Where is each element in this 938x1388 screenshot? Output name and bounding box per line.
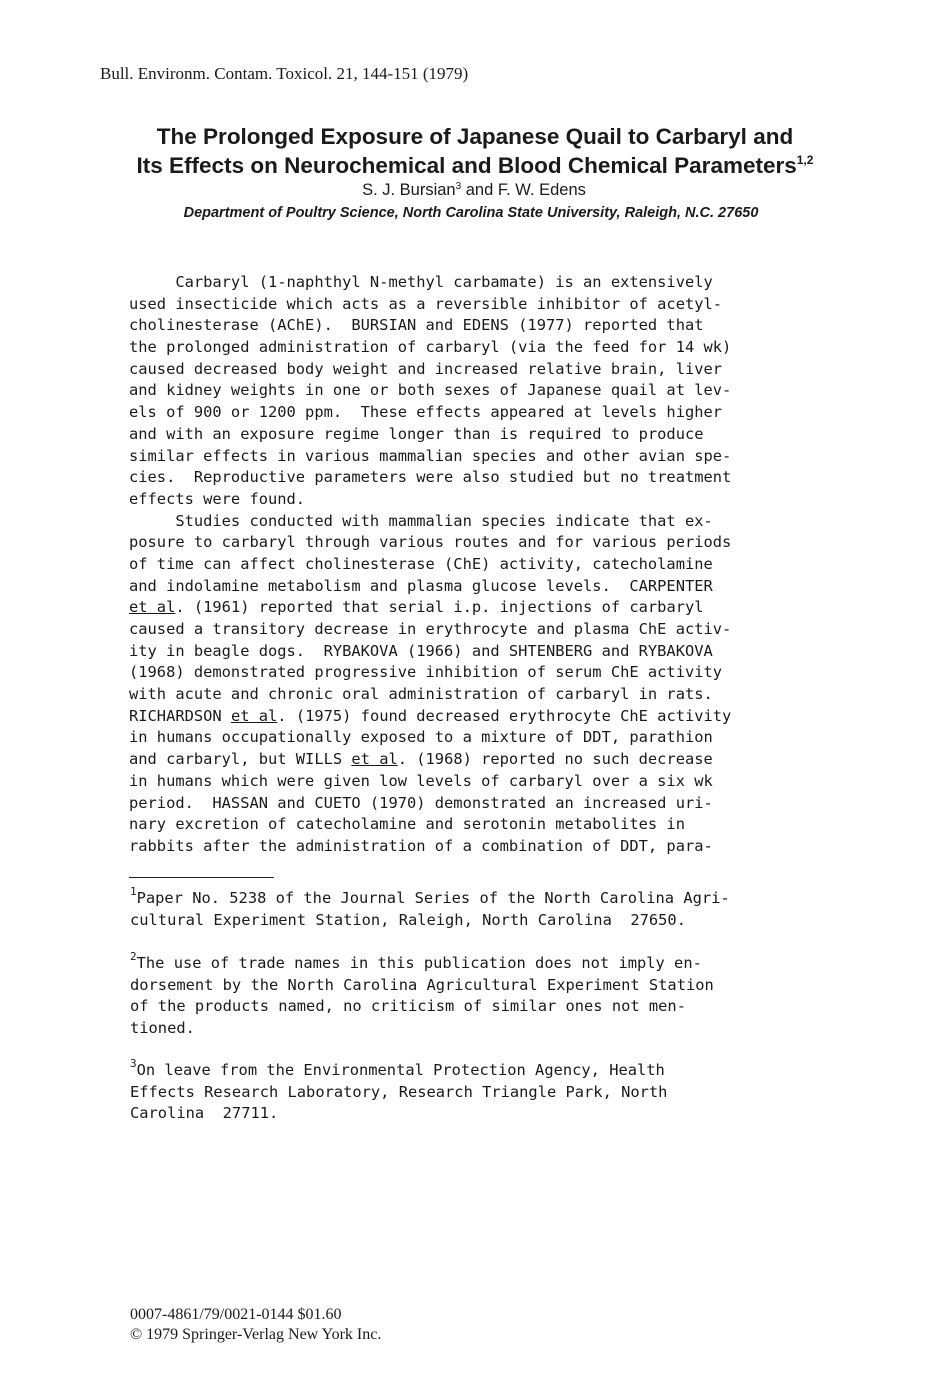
- footnote-text: Paper No. 5238 of the Journal Series of the North Carolina Agri-: [136, 889, 730, 907]
- footnote-text: On leave from the Environmental Protection Agency, Health: [136, 1061, 665, 1079]
- body-line: caused decreased body weight and increased relative brain, liver: [129, 359, 723, 378]
- body-line: Studies conducted with mammalian species indicate that ex-: [129, 511, 713, 530]
- publication-info: [130, 1305, 381, 1345]
- body-line: with acute and chronic oral administration of carbaryl in rats.: [129, 685, 713, 704]
- affiliation: Department of Poultry Science, North Carolina State University, Raleigh, N.C. 27650: [183, 205, 759, 221]
- author-bursian: S. J. Bursian: [362, 181, 456, 199]
- body-line: (1968) demonstrated progressive inhibition of serum ChE activity: [129, 663, 723, 682]
- author-conjunction: and: [461, 181, 498, 199]
- title-line-2: Its Effects on Neurochemical and Blood Chemical Parameters: [136, 153, 797, 178]
- footnote-text: Carolina 27711.: [130, 1104, 279, 1123]
- body-line: caused a transitory decrease in erythrocyte and plasma ChE activ-: [129, 620, 732, 638]
- et-al-underlined: et al: [351, 750, 398, 769]
- footnote-text: The use of trade names in this publication does not imply en-: [136, 954, 702, 972]
- footnote-line: [130, 1103, 830, 1125]
- author-edens: F. W. Edens: [497, 181, 586, 199]
- footnote-1: [130, 885, 830, 931]
- footnote-text: of the products named, no criticism of similar ones not men-: [130, 997, 686, 1016]
- body-line: of time can affect cholinesterase (ChE) activity, catecholamine: [129, 554, 713, 573]
- footnote-mark: 2: [130, 950, 137, 963]
- body-line-text: . (1961) reported that serial i.p. injections of carbaryl: [175, 598, 704, 617]
- article-title: [60, 122, 890, 180]
- body-line: [129, 597, 829, 619]
- title-line-1: The Prolonged Exposure of Japanese Quail to Carbaryl and: [156, 124, 794, 149]
- body-line-text: . (1968) reported no such decrease: [397, 750, 713, 769]
- title-footnote-marks: 1,2: [796, 153, 814, 167]
- copyright-notice: © 1979 Springer-Verlag New York Inc.: [130, 1326, 382, 1343]
- body-line: and with an exposure regime longer than is required to produce: [129, 424, 704, 443]
- body-line: in humans occupationally exposed to a mixture of DDT, parathion: [129, 728, 713, 747]
- body-line: nary excretion of catecholamine and serotonin metabolites in: [129, 815, 685, 834]
- body-text: [129, 272, 829, 858]
- footnote-line: [130, 910, 830, 932]
- body-line: [129, 706, 829, 728]
- et-al-underlined: et al: [230, 706, 278, 725]
- body-line: and kidney weights in one or both sexes of Japanese quail at lev-: [129, 381, 732, 400]
- body-line: the prolonged administration of carbaryl (via the feed for 14 wk): [129, 338, 732, 357]
- footnote-text: cultural Experiment Station, Raleigh, North Carolina 27650.: [130, 910, 686, 929]
- footnote-text: Effects Research Laboratory, Research Triangle Park, North: [130, 1082, 668, 1101]
- body-line: cholinesterase (AChE). BURSIAN and EDENS (1977) reported that: [129, 316, 704, 335]
- body-line: used insecticide which acts as a reversible inhibitor of acetyl-: [129, 294, 723, 313]
- footnote-text: dorsement by the North Carolina Agricultural Experiment Station: [130, 975, 714, 994]
- body-line: and indolamine metabolism and plasma glucose levels. CARPENTER: [129, 576, 713, 595]
- body-line-text: and carbaryl, but WILLS: [129, 750, 352, 769]
- footnote-line: [130, 1057, 830, 1082]
- footnote-mark: 1: [130, 885, 137, 898]
- journal-citation: Bull. Environm. Contam. Toxicol. 21, 144-151 (1979): [100, 64, 469, 83]
- footnote-line: [130, 1082, 830, 1104]
- body-line: els of 900 or 1200 ppm. These effects appeared at levels higher: [129, 403, 723, 422]
- author-list: [0, 181, 938, 200]
- et-al-underlined: et al: [129, 598, 176, 617]
- footnote-text: tioned.: [130, 1019, 195, 1038]
- body-line: Carbaryl (1-naphthyl N-methyl carbamate) is an extensively: [129, 273, 713, 291]
- body-line-text: . (1975) found decreased erythrocyte ChE activity: [277, 706, 732, 725]
- footnote-mark: 3: [130, 1057, 137, 1070]
- footnote-line: [130, 950, 830, 975]
- body-line-text: RICHARDSON: [129, 706, 231, 725]
- body-line: effects were found.: [129, 489, 306, 508]
- footnote-line: [130, 996, 830, 1018]
- footnote-line: [130, 975, 830, 997]
- footnote-rule: [129, 877, 274, 878]
- body-line: posure to carbaryl through various routes and for various periods: [129, 533, 732, 552]
- body-line: cies. Reproductive parameters were also studied but no treatment: [129, 468, 732, 487]
- author-footnote-mark: 3: [455, 181, 462, 192]
- body-line: in humans which were given low levels of carbaryl over a six wk: [129, 771, 713, 790]
- footnote-line: [130, 1018, 830, 1040]
- footnote-line: [130, 885, 830, 910]
- body-line: similar effects in various mammalian species and other avian spe-: [129, 446, 732, 465]
- footnote-3: [130, 1057, 830, 1125]
- body-line: period. HASSAN and CUETO (1970) demonstrated an increased uri-: [129, 793, 713, 812]
- body-line: rabbits after the administration of a combination of DDT, para-: [129, 836, 713, 855]
- article-code: 0007-4861/79/0021-0144 $01.60: [130, 1306, 342, 1323]
- footnote-2: [130, 950, 830, 1040]
- body-line: ity in beagle dogs. RYBAKOVA (1966) and SHTENBERG and RYBAKOVA: [129, 641, 713, 660]
- body-line: [129, 749, 829, 771]
